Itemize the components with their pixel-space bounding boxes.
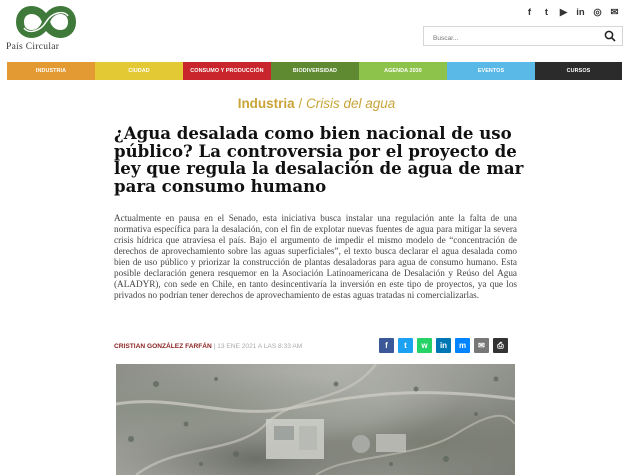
nav-item-ciudad[interactable]: CIUDAD: [95, 62, 183, 80]
twitter-icon[interactable]: t: [544, 7, 549, 18]
brand-name: País Circular: [6, 42, 60, 52]
share-messenger-icon[interactable]: m: [455, 338, 470, 353]
share-email-icon[interactable]: ✉: [474, 338, 489, 353]
nav-item-eventos[interactable]: EVENTOS: [447, 62, 535, 80]
share-linkedin-icon[interactable]: in: [436, 338, 451, 353]
infinity-leaf-icon: [12, 2, 80, 42]
youtube-icon[interactable]: ▶: [559, 7, 568, 18]
share-facebook-icon[interactable]: f: [379, 338, 394, 353]
main-nav: [7, 62, 622, 80]
category-main-link[interactable]: Industria: [237, 96, 295, 111]
article-hero-image: [116, 364, 515, 475]
search-icon[interactable]: [604, 30, 616, 42]
email-icon[interactable]: ✉: [610, 7, 619, 18]
search-input[interactable]: [424, 30, 594, 48]
share-twitter-icon[interactable]: t: [398, 338, 413, 353]
article-author-link[interactable]: CRISTIAN GONZÁLEZ FARFÁN: [114, 343, 212, 350]
linkedin-icon[interactable]: in: [576, 7, 585, 18]
share-buttons: [379, 338, 508, 353]
facebook-icon[interactable]: f: [527, 7, 532, 18]
article-summary: Actualmente en pausa en el Senado, esta iniciativa busca instalar una regulación ante la falta de una normativa específica para la desalación, con el fin de explotar nuevas fuentes de agua para mitigar la severa crisis hídrica que atraviesa el país. Bajo el argumento de impedir el mismo modelo de “concentración de derechos de aprovechamiento sobre las aguas superficiales”, el texto busca declarar el agua desalada como bien de uso público y priorizar la construcción de plantas desaladoras para agua de consumo humano. Esta posible declaración genera resquemor en la Asociación Latinoamericana de Desalación y Reúso del Agua (ALADYR), con sede en Chile, en tanto desincentivaría la inversión en este tipo de proyectos, ya que los privados no podrían tener derechos de aprovechamiento de estas aguas tratadas ni comercializarlas.: [114, 213, 517, 300]
category-separator: /: [298, 96, 303, 111]
instagram-icon[interactable]: ◎: [593, 7, 602, 18]
article-title: ¿Agua desalada como bien nacional de uso público? La controversia por el proyecto de ley que regula la desalación de agua de mar para consumo humano: [114, 123, 524, 196]
nav-item-industria[interactable]: INDUSTRIA: [7, 62, 95, 80]
social-links: [521, 6, 623, 20]
nav-item-cursos[interactable]: CURSOS: [535, 62, 622, 80]
share-print-icon[interactable]: ⎙: [493, 338, 508, 353]
nav-item-agenda-2030[interactable]: AGENDA 2030: [359, 62, 447, 80]
category-breadcrumb: [0, 96, 633, 111]
aerial-landscape-image: [116, 364, 515, 475]
nav-item-consumo[interactable]: CONSUMO Y PRODUCCIÓN: [183, 62, 271, 80]
nav-item-biodiversidad[interactable]: BIODIVERSIDAD: [271, 62, 359, 80]
share-whatsapp-icon[interactable]: w: [417, 338, 432, 353]
article-date: | 13 ENE 2021 A LAS 8:33 AM: [213, 343, 303, 350]
site-logo[interactable]: [6, 2, 86, 54]
article-meta: [114, 343, 302, 350]
search-box: [423, 26, 623, 46]
category-sub-link[interactable]: Crisis del agua: [306, 96, 396, 111]
